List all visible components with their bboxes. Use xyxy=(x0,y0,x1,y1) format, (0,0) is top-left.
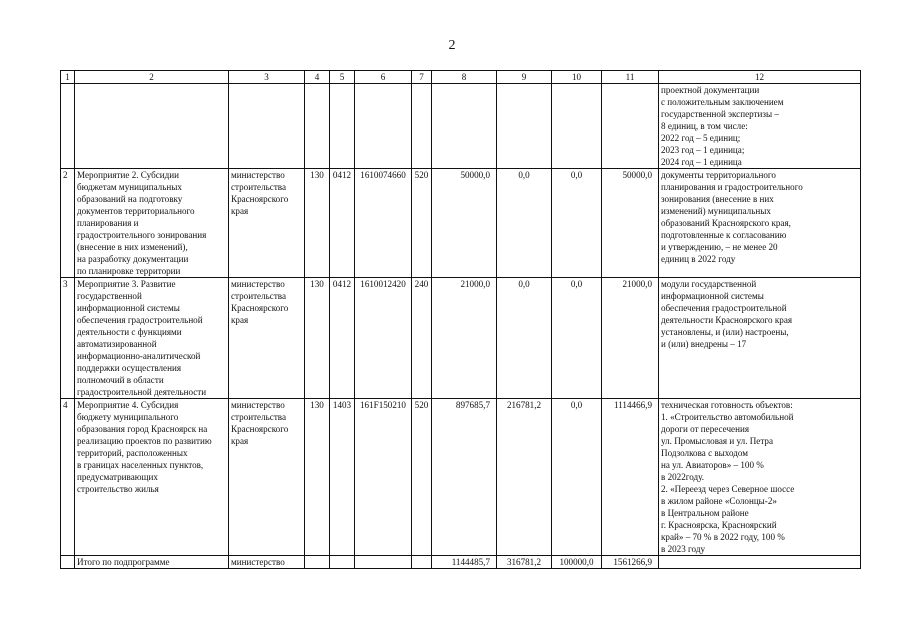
csr-code-cell: 1610074660 xyxy=(355,169,412,278)
result-cell-line: информационной системы xyxy=(661,291,764,301)
total-year2-cell: 316781,2 xyxy=(497,556,552,569)
result-cell-line: обеспечения градостроительной xyxy=(661,303,787,313)
executor-cell xyxy=(229,399,305,556)
executor-cell-line: края xyxy=(231,315,249,325)
result-cell-line: в 2023 году xyxy=(661,544,705,554)
measure-name-cell-line: строительство жилья xyxy=(77,484,159,494)
empty-cell xyxy=(412,556,432,569)
empty-cell xyxy=(330,556,355,569)
total-label-cell: Итого по подпрограмме xyxy=(75,556,229,569)
total-year1-cell: 1144485,7 xyxy=(432,556,497,569)
measure-name-cell-line: автоматизированной xyxy=(77,339,157,349)
measure-name-cell-line: Мероприятие 4. Субсидия xyxy=(77,400,179,410)
result-cell-line: зонирования (внесение в них xyxy=(661,194,774,204)
vr-code-cell: 520 xyxy=(412,169,432,278)
result-cell-line: в 2022году. xyxy=(661,472,705,482)
grbs-code-cell: 130 xyxy=(305,278,330,399)
result-cell-line: на ул. Авиаторов» – 100 % xyxy=(661,460,764,470)
empty-cell xyxy=(305,84,330,169)
measure-name-cell-line: Мероприятие 2. Субсидии xyxy=(77,170,179,180)
column-number-cell: 12 xyxy=(659,71,861,84)
measure-name-cell-line: градостроительного зонирования xyxy=(77,230,207,240)
measure-name-cell-line: полномочий в области xyxy=(77,375,164,385)
amount-year3-cell: 0,0 xyxy=(552,399,602,556)
empty-cell xyxy=(305,556,330,569)
measure-name-cell-line: информационно-аналитической xyxy=(77,351,201,361)
empty-cell xyxy=(330,84,355,169)
amount-year3-cell: 0,0 xyxy=(552,278,602,399)
measure-name-cell-line: градостроительной деятельности xyxy=(77,387,207,397)
executor-cell-line: министерство xyxy=(231,170,285,180)
result-cell-line: документы территориального xyxy=(661,170,776,180)
measure-name-cell xyxy=(75,278,229,399)
result-cell-line: с положительным заключением xyxy=(661,97,784,107)
empty-cell xyxy=(497,84,552,169)
grbs-code-cell: 130 xyxy=(305,399,330,556)
measure-name-cell-line: (внесение в них изменений), xyxy=(77,242,188,252)
result-cell-line: г. Красноярска, Красноярский xyxy=(661,520,777,530)
column-number-cell: 2 xyxy=(75,71,229,84)
result-cell-line: 2022 год – 5 единиц; xyxy=(661,133,741,143)
measure-name-cell-line: территорий, расположенных xyxy=(77,448,188,458)
result-cell xyxy=(659,399,861,556)
table-row xyxy=(61,399,861,556)
result-cell-line: единиц в 2022 году xyxy=(661,254,736,264)
empty-cell xyxy=(659,556,861,569)
amount-year3-cell: 0,0 xyxy=(552,169,602,278)
result-cell-line: установлены, и (или) настроены, xyxy=(661,327,789,337)
result-cell-line: ул. Промысловая и ул. Петра xyxy=(661,436,774,446)
result-cell-line: Подзолкова с выходом xyxy=(661,448,749,458)
empty-cell xyxy=(412,84,432,169)
total-executor-cell: министерство xyxy=(229,556,305,569)
column-number-cell: 8 xyxy=(432,71,497,84)
measure-name-cell-line: планирования и xyxy=(77,218,139,228)
empty-cell xyxy=(602,84,659,169)
result-cell-line: подготовленные к согласованию xyxy=(661,230,787,240)
amount-year2-cell: 0,0 xyxy=(497,169,552,278)
empty-cell xyxy=(61,556,75,569)
total-row xyxy=(61,556,861,569)
measure-name-cell-line: образования город Красноярск на xyxy=(77,424,208,434)
result-cell-line: техническая готовность объектов: xyxy=(661,400,793,410)
table-row xyxy=(61,169,861,278)
amount-total-cell: 50000,0 xyxy=(602,169,659,278)
rzpr-code-cell: 0412 xyxy=(330,278,355,399)
column-number-cell: 9 xyxy=(497,71,552,84)
executor-cell-line: Красноярского xyxy=(231,424,289,434)
header-row xyxy=(61,71,861,84)
empty-cell xyxy=(61,84,75,169)
amount-year2-cell: 0,0 xyxy=(497,278,552,399)
executor-cell-line: Красноярского xyxy=(231,303,289,313)
result-cell-line: 2023 год – 1 единица; xyxy=(661,145,745,155)
amount-year1-cell: 50000,0 xyxy=(432,169,497,278)
column-number-cell: 1 xyxy=(61,71,75,84)
measure-name-cell-line: государственной xyxy=(77,291,142,301)
result-cell xyxy=(659,278,861,399)
executor-cell-line: края xyxy=(231,206,249,216)
measure-name-cell-line: в границах населенных пунктов, xyxy=(77,460,204,470)
executor-cell-line: министерство xyxy=(231,279,285,289)
result-cell-line: 2024 год – 1 единица xyxy=(661,157,742,167)
table-row xyxy=(61,278,861,399)
amount-year2-cell: 216781,2 xyxy=(497,399,552,556)
measure-name-cell xyxy=(75,399,229,556)
result-cell-line: изменений) муниципальных xyxy=(661,206,771,216)
executor-cell-line: Красноярского xyxy=(231,194,289,204)
result-cell-line: деятельности Красноярского края xyxy=(661,315,793,325)
measure-name-cell-line: документов территориального xyxy=(77,206,195,216)
result-cell-line: и утверждению, – не менее 20 xyxy=(661,242,778,252)
result-cell-line: 1. «Строительство автомобильной xyxy=(661,412,794,422)
executor-cell-line: строительства xyxy=(231,412,286,422)
empty-cell xyxy=(355,556,412,569)
measure-name-cell-line: поддержки осуществления xyxy=(77,363,182,373)
result-cell-line: планирования и градостроительного xyxy=(661,182,803,192)
executor-cell xyxy=(229,169,305,278)
column-number-cell: 7 xyxy=(412,71,432,84)
page-number: 2 xyxy=(448,38,456,53)
result-cell xyxy=(659,169,861,278)
amount-total-cell: 21000,0 xyxy=(602,278,659,399)
result-cell-line: 8 единиц, в том числе: xyxy=(661,121,748,131)
grbs-code-cell: 130 xyxy=(305,169,330,278)
row-number-cell: 3 xyxy=(61,278,75,399)
empty-cell xyxy=(229,84,305,169)
row-number-cell: 4 xyxy=(61,399,75,556)
result-cell-line: в Центральном районе xyxy=(661,508,749,518)
result-cell-line: и (или) внедрены – 17 xyxy=(661,339,747,349)
vr-code-cell: 240 xyxy=(412,278,432,399)
csr-code-cell: 1610012420 xyxy=(355,278,412,399)
column-number-cell: 11 xyxy=(602,71,659,84)
measure-name-cell-line: на разработку документации xyxy=(77,254,189,264)
csr-code-cell: 161F150210 xyxy=(355,399,412,556)
subprogram-measures-table xyxy=(60,70,861,569)
column-number-cell: 3 xyxy=(229,71,305,84)
amount-total-cell: 1114466,9 xyxy=(602,399,659,556)
empty-cell xyxy=(432,84,497,169)
measure-name-cell-line: деятельности с функциями xyxy=(77,327,182,337)
rzpr-code-cell: 0412 xyxy=(330,169,355,278)
result-cell-line: государственной экспертизы – xyxy=(661,109,779,119)
column-number-cell: 6 xyxy=(355,71,412,84)
empty-cell xyxy=(75,84,229,169)
result-cell-line: в жилом районе «Солонцы-2» xyxy=(661,496,777,506)
executor-cell-line: края xyxy=(231,436,249,446)
result-cell-line: проектной документации xyxy=(661,85,760,95)
result-cell-line: модули государственной xyxy=(661,279,757,289)
measure-name-cell-line: информационной системы xyxy=(77,303,180,313)
measure-name-cell-line: Мероприятие 3. Развитие xyxy=(77,279,176,289)
executor-cell-line: строительства xyxy=(231,182,286,192)
amount-year1-cell: 21000,0 xyxy=(432,278,497,399)
total-year3-cell: 100000,0 xyxy=(552,556,602,569)
result-cell-line: дороги от пересечения xyxy=(661,424,750,434)
rzpr-code-cell: 1403 xyxy=(330,399,355,556)
measure-name-cell xyxy=(75,169,229,278)
measure-name-cell-line: бюджету муниципального xyxy=(77,412,179,422)
executor-cell-line: министерство xyxy=(231,400,285,410)
measure-name-cell-line: реализацию проектов по развитию xyxy=(77,436,212,446)
executor-cell xyxy=(229,278,305,399)
column-number-cell: 10 xyxy=(552,71,602,84)
amount-year1-cell: 897685,7 xyxy=(432,399,497,556)
vr-code-cell: 520 xyxy=(412,399,432,556)
column-number-cell: 5 xyxy=(330,71,355,84)
row-number-cell: 2 xyxy=(61,169,75,278)
result-cell xyxy=(659,84,861,169)
total-sum-cell: 1561266,9 xyxy=(602,556,659,569)
measure-name-cell-line: бюджетам муниципальных xyxy=(77,182,182,192)
column-number-cell: 4 xyxy=(305,71,330,84)
empty-cell xyxy=(355,84,412,169)
measure-name-cell-line: обеспечения градостроительной xyxy=(77,315,203,325)
continuation-row xyxy=(61,84,861,169)
result-cell-line: образований Красноярского края, xyxy=(661,218,791,228)
result-cell-line: 2. «Переезд через Северное шоссе xyxy=(661,484,795,494)
measure-name-cell-line: образований на подготовку xyxy=(77,194,183,204)
measure-name-cell-line: по планировке территории xyxy=(77,266,181,276)
result-cell-line: край» – 70 % в 2022 году, 100 % xyxy=(661,532,785,542)
executor-cell-line: строительства xyxy=(231,291,286,301)
empty-cell xyxy=(552,84,602,169)
measure-name-cell-line: предусматривающих xyxy=(77,472,158,482)
